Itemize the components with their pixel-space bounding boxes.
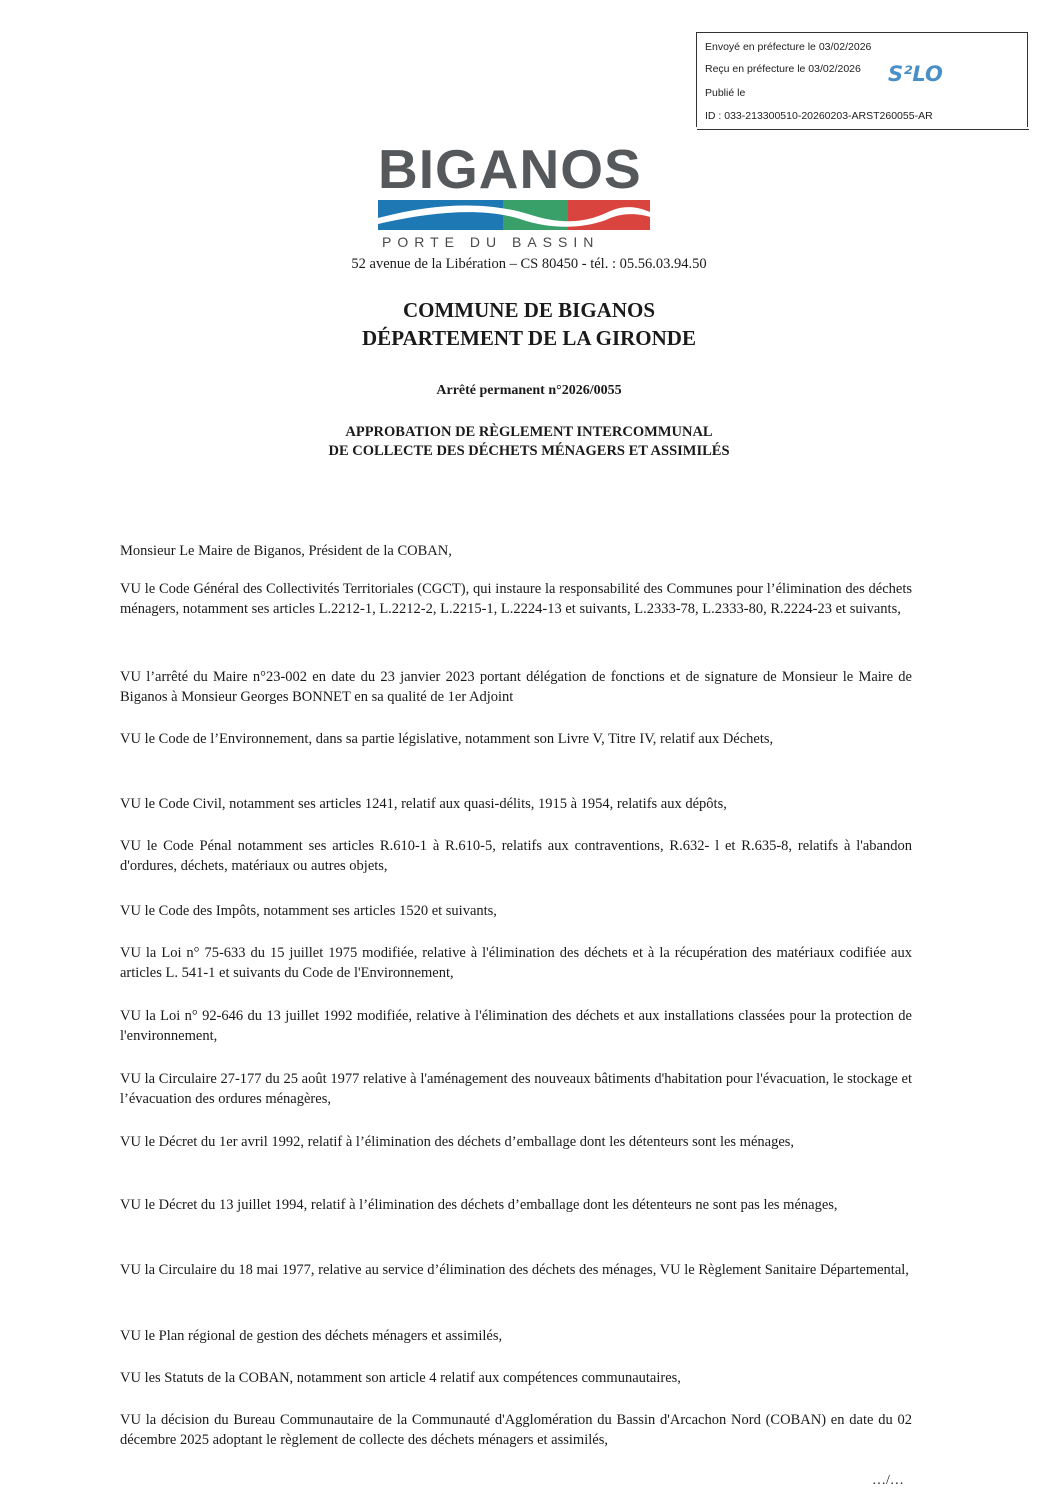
vu-paragraph: VU le Décret du 1er avril 1992, relatif à l’élimination des déchets d’emballage dont les détenteurs sont les ménages, <box>120 1134 795 1150</box>
vu-paragraph: VU le Code des Impôts, notamment ses articles 1520 et suivants, <box>120 903 497 919</box>
vu-paragraph: VU la décision du Bureau Communautaire de la Communauté d'Agglomération du Bassin d'Arcachon Nord (COBAN) en date du 02 décembre 2025 adoptant le règlement de collecte des déchets ménagers et assimilés, <box>120 1412 912 1448</box>
stamp-received-date: Reçu en préfecture le 03/02/2026 <box>705 63 861 75</box>
vu-paragraph: VU la Loi n° 92-646 du 13 juillet 1992 modifiée, relative à l'élimination des déchets et aux installations classées pour la protection de l'environnement, <box>120 1008 912 1044</box>
stamp-sent-date: Envoyé en préfecture le 03/02/2026 <box>705 41 872 53</box>
heading-commune: COMMUNE DE BIGANOS <box>402 298 655 322</box>
stamp-published: Publié le <box>705 87 746 99</box>
vu-paragraph: VU le Code Pénal notamment ses articles R.610-1 à R.610-5, relatifs aux contraventions, R.632- l et R.635-8, relatifs à l'abandon d'ordures, déchets, matériaux ou autres objets, <box>120 838 912 874</box>
handwritten-signature: S²LO <box>888 62 943 86</box>
logo-subtitle: PORTE DU BASSIN <box>382 234 600 250</box>
title-line-2: DE COLLECTE DES DÉCHETS MÉNAGERS ET ASSIMILÉS <box>328 443 730 459</box>
vu-paragraph: VU le Code Général des Collectivités Territoriales (CGCT), qui instaure la responsabilité des Communes pour l’élimination des déchets ménagers, notamment ses articles L.2212-1, L.2212-2, L.2215-1, L.2224-13 et suivants, L.2333-78, L.2333-80, R.2224-23 et suivants, <box>120 581 912 617</box>
heading-departement: DÉPARTEMENT DE LA GIRONDE <box>362 326 696 350</box>
logo-wordmark: BIGANOS <box>378 138 642 200</box>
arrete-number: Arrêté permanent n°2026/0055 <box>436 383 622 398</box>
vu-paragraph: VU les Statuts de la COBAN, notamment son article 4 relatif aux compétences communautaires, <box>120 1370 681 1386</box>
vu-paragraph: VU la Circulaire 27-177 du 25 août 1977 relative à l'aménagement des nouveaux bâtiments d'habitation pour l'évacuation, le stockage et l’évacuation des ordures ménagères, <box>120 1071 912 1107</box>
stamp-id: ID : 033-213300510-20260203-ARST260055-AR <box>705 110 933 122</box>
stamp-divider <box>697 129 1029 130</box>
vu-paragraph: VU la Circulaire du 18 mai 1977, relative au service d’élimination des déchets des ménages, VU le Règlement Sanitaire Départemental, <box>120 1262 909 1278</box>
logo-wave-icon <box>378 200 650 230</box>
intro-paragraph: Monsieur Le Maire de Biganos, Président de la COBAN, <box>120 543 452 559</box>
vu-paragraph: VU le Code de l’Environnement, dans sa partie législative, notamment son Livre V, Titre IV, relatif aux Déchets, <box>120 731 774 747</box>
vu-paragraph: VU le Code Civil, notamment ses articles 1241, relatif aux quasi-délits, 1915 à 1954, relatifs aux dépôts, <box>120 796 727 812</box>
vu-paragraph: VU la Loi n° 75-633 du 15 juillet 1975 modifiée, relative à l'élimination des déchets et à la récupération des matériaux codifiée aux articles L. 541-1 et suivants du Code de l'Environnement, <box>120 945 912 981</box>
title-line-1: APPROBATION DE RÈGLEMENT INTERCOMMUNAL <box>345 424 713 440</box>
vu-paragraph: VU le Plan régional de gestion des déchets ménagers et assimilés, <box>120 1328 503 1344</box>
vu-paragraph: VU le Décret du 13 juillet 1994, relatif à l’élimination des déchets d’emballage dont les détenteurs ne sont pas les ménages, <box>120 1197 838 1213</box>
continuation-mark: …/… <box>872 1473 904 1488</box>
address-line: 52 avenue de la Libération – CS 80450 - tél. : 05.56.03.94.50 <box>351 256 707 272</box>
vu-paragraph: VU l’arrêté du Maire n°23-002 en date du 23 janvier 2023 portant délégation de fonctions et de signature de Monsieur le Maire de Biganos à Monsieur Georges BONNET en sa qualité de 1er Adjoint <box>120 669 912 705</box>
prefecture-stamp <box>696 32 1028 127</box>
